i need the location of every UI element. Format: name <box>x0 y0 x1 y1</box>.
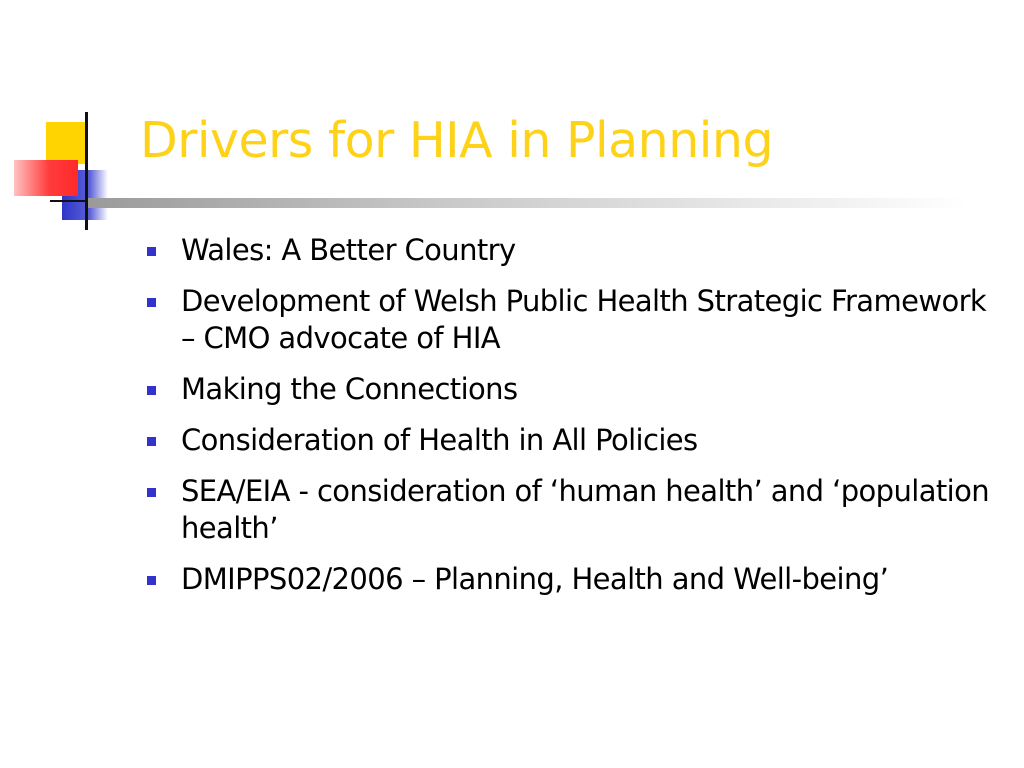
bullet-list <box>145 232 1005 612</box>
list-item <box>145 371 1005 408</box>
square-bullet-icon <box>147 437 156 446</box>
list-item <box>145 232 1005 269</box>
logo-yellow-square <box>46 122 88 164</box>
square-bullet-icon <box>147 488 156 497</box>
logo-red-square <box>14 160 78 196</box>
bullet-text: DMIPPS02/2006 – Planning, Health and Well-being’ <box>181 562 889 596</box>
list-item <box>145 422 1005 459</box>
bullet-text: Making the Connections <box>181 372 518 406</box>
bullet-text: Wales: A Better Country <box>181 233 516 267</box>
square-bullet-icon <box>147 298 156 307</box>
bullet-text: Consideration of Health in All Policies <box>181 423 698 457</box>
square-bullet-icon <box>147 247 156 256</box>
square-bullet-icon <box>147 576 156 585</box>
logo-vertical-line <box>85 112 88 230</box>
list-item <box>145 473 1005 547</box>
list-item <box>145 283 1005 357</box>
bullet-text: Development of Welsh Public Health Strategic Framework – CMO advocate of HIA <box>181 284 987 355</box>
list-item <box>145 561 1005 598</box>
bullet-text: SEA/EIA - consideration of ‘human health’ and ‘population health’ <box>181 474 990 545</box>
square-bullet-icon <box>147 386 156 395</box>
slide-title: Drivers for HIA in Planning <box>140 112 774 169</box>
title-divider <box>88 198 968 208</box>
